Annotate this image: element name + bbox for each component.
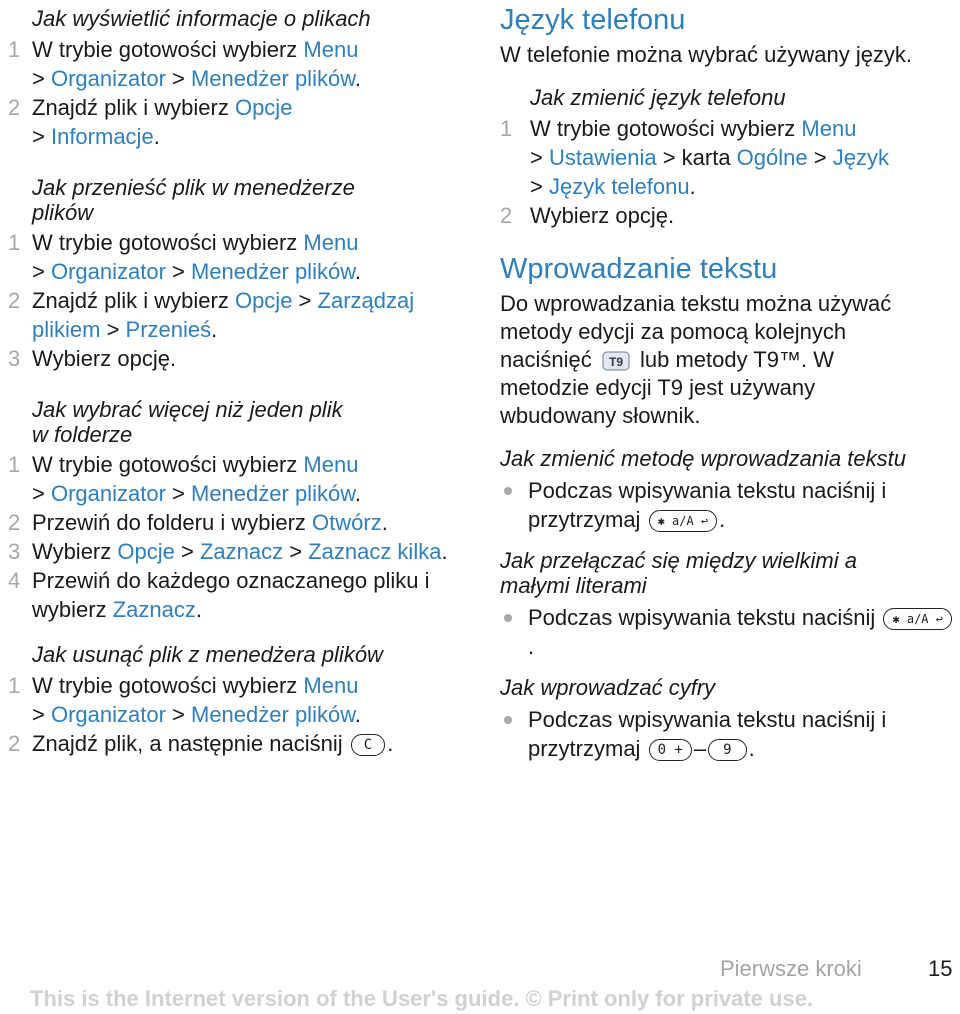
nine-key-icon: 9: [708, 739, 746, 761]
section-view-file-info: [8, 6, 478, 151]
left-column: [8, 0, 478, 758]
section-select-multiple: [8, 397, 478, 624]
step-item: 1 W trybie gotowości wybierz Menu > Organizator > Menedżer plików.: [8, 37, 361, 91]
star-key-icon: ✱ a/A ↩: [883, 608, 952, 630]
step-item: 2 Znajdź plik, a następnie naciśnij C .: [8, 731, 394, 756]
clear-key-icon: C: [351, 734, 385, 756]
bullet-item: Podczas wpisywania tekstu naciśnij i przytrzymaj 0 + – 9 .: [500, 705, 955, 763]
section-delete-file: [8, 642, 478, 758]
step-item: 2 Znajdź plik i wybierz Opcje > Informacje.: [8, 95, 293, 149]
step-item: 3 Wybierz opcję.: [8, 346, 177, 371]
t9-icon: [602, 350, 630, 372]
section-text-input: [500, 252, 955, 763]
section-heading: Wprowadzanie tekstu: [500, 253, 778, 285]
step-item: 2 Przewiń do folderu i wybierz Otwórz.: [8, 510, 388, 535]
subheading: Jak wybrać więcej niż jeden plik w folderze: [32, 397, 343, 447]
section-phone-language: [500, 3, 955, 230]
subheading: Jak usunąć plik z menedżera plików: [32, 642, 383, 667]
step-item: 4 Przewiń do każdego oznaczanego pliku i wybierz Zaznacz.: [8, 568, 430, 622]
step-item: 3 Wybierz Opcje > Zaznacz > Zaznacz kilka.: [8, 539, 448, 564]
footer-note: This is the Internet version of the User's guide. © Print only for private use.: [30, 986, 814, 1011]
subheading: Jak zmienić język telefonu: [530, 85, 786, 110]
subheading: Jak przenieść plik w menedżerze plików: [32, 175, 355, 225]
section-move-file: [8, 175, 478, 373]
svg-text:T9: T9: [608, 355, 623, 370]
step-item: 2 Wybierz opcję.: [500, 203, 675, 228]
section-intro: W telefonie można wybrać używany język.: [500, 42, 913, 67]
bullet-item: Podczas wpisywania tekstu naciśnij i przytrzymaj ✱ a/A ↩ .: [500, 476, 955, 534]
bullet-item: Podczas wpisywania tekstu naciśnij ✱ a/A ↩.: [500, 603, 955, 661]
subheading: Jak zmienić metodę wprowadzania tekstu: [500, 446, 906, 471]
step-item: 1 W trybie gotowości wybierz Menu > Organizator > Menedżer plików.: [8, 230, 361, 284]
step-item: 1 W trybie gotowości wybierz Menu > Organizator > Menedżer plików.: [8, 673, 361, 727]
subheading: Jak wyświetlić informacje o plikach: [32, 6, 371, 31]
page-number: 15: [928, 956, 953, 981]
subheading: Jak wprowadzać cyfry: [500, 675, 716, 700]
bullet-dot: [504, 487, 512, 495]
step-item: 2 Znajdź plik i wybierz Opcje > Zarządzaj plikiem > Przenieś.: [8, 288, 415, 342]
step-item: 1 W trybie gotowości wybierz Menu > Organizator > Menedżer plików.: [8, 452, 361, 506]
footer-section-title: Pierwsze kroki: [720, 956, 862, 981]
step-item: 1 W trybie gotowości wybierz Menu > Ustawienia > karta Ogólne > Język > Język telefonu.: [500, 116, 889, 199]
bullet-dot: [504, 614, 512, 622]
zero-plus-key-icon: 0 +: [649, 739, 692, 761]
section-heading: Język telefonu: [500, 4, 686, 36]
bullet-dot: [504, 716, 512, 724]
right-column: [500, 0, 955, 763]
star-key-icon: ✱ a/A ↩: [649, 510, 718, 532]
section-intro: Do wprowadzania tekstu można używać metody edycji za pomocą kolejnych naciśnięć T9 lub metody T9™. W metodzie edycji T9 jest używany wbudowany słownik.: [500, 291, 892, 428]
subheading: Jak przełączać się między wielkimi a małymi literami: [500, 548, 857, 598]
